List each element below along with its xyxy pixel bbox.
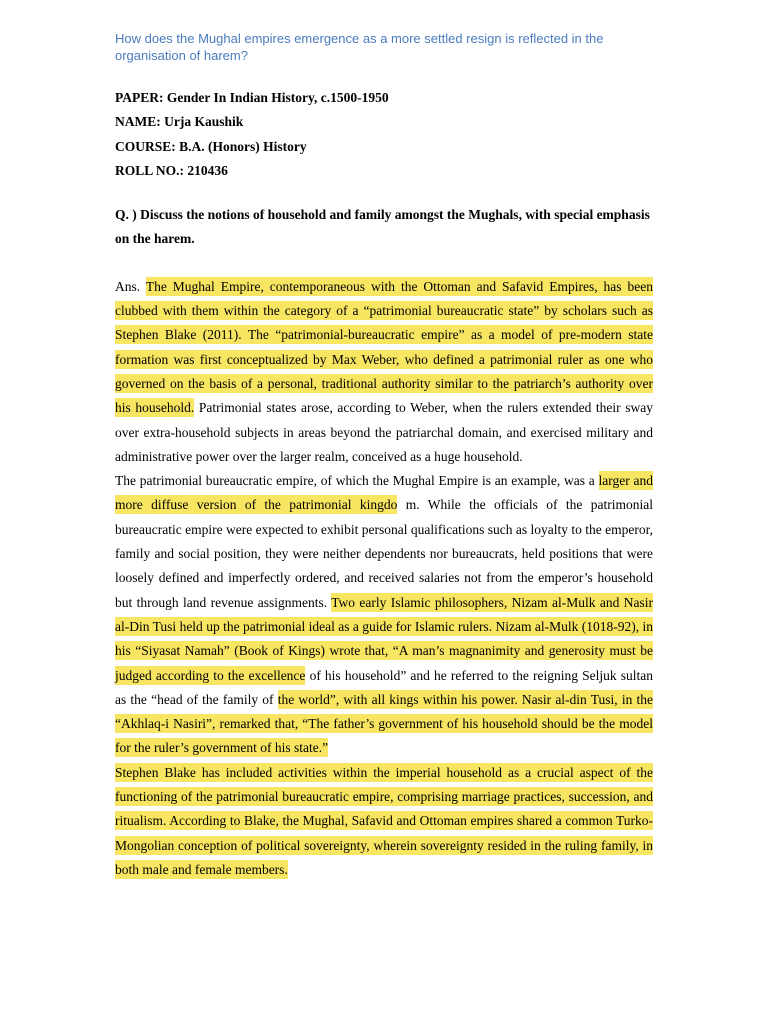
body-text: Ans.	[115, 278, 146, 294]
body-text: The patrimonial bureaucratic empire, of which the Mughal Empire is an example, was a	[115, 473, 599, 489]
highlighted-text: the world”, with all kings within his power. Nasir al-din Tusi, in the “Akhlaq-i Nasiri”, remarked that, “The father’s government of his household should be the model for the ruler’s government of his state.”	[115, 691, 653, 756]
header-block	[115, 86, 653, 183]
header-line-roll: ROLL NO.: 210436	[115, 162, 228, 178]
highlighted-text: The Mughal Empire, contemporaneous with the Ottoman and Safavid Empires, has been clubbed with them within the category of a “patrimonial bureaucratic state” by scholars such as Stephen Blake (2011). The “patrimonial-bureaucratic empire” as a model of pre-modern state formation was first conceptualized by Max Weber, who defined a patrimonial ruler as one who governed on the basis of a personal, traditional authority similar to the patriarch’s authority over his household.	[115, 278, 653, 416]
header-line-name: NAME: Urja Kaushik	[115, 114, 244, 130]
body-paragraph	[115, 761, 653, 882]
header-line-course: COURSE: B.A. (Honors) History	[115, 138, 307, 154]
question-title: How does the Mughal empires emergence as a more settled resign is reflected in the organisation of harem?	[115, 31, 604, 63]
question-text: Q. ) Discuss the notions of household and family amongst the Mughals, with special emphasis on the harem.	[115, 207, 650, 247]
header-line-paper: PAPER: Gender In Indian History, c.1500-1950	[115, 90, 389, 105]
highlighted-text: Stephen Blake has included activities within the imperial household as a crucial aspect of the functioning of the patrimonial bureaucratic empire, comprising marriage practices, succession, and ritualism. According to Blake, the Mughal, Safavid and Ottoman empires shared a common Turko-Mongolian conception of political sovereignty, wherein sovereignty resided in the ruling family, in both male and female members.	[115, 764, 653, 877]
highlighted-text: larger and more diffuse version of the patrimonial kingdo	[115, 473, 654, 513]
body-text: Patrimonial states arose, according to Weber, when the rulers extended their sway over extra-household subjects in areas beyond the patriarchal domain, and exercised military and administrative power over the larger realm, conceived as a huge household.	[115, 400, 653, 464]
body-text-block	[115, 275, 653, 882]
body-paragraph	[115, 275, 653, 469]
highlighted-text: Two early Islamic philosophers, Nizam al-Mulk and Nasir al-Din Tusi held up the patrimonial ideal as a guide for Islamic rulers. Nizam al-Mulk (1018-92), in his “Siyasat Namah” (Book of Kings) wrote that, “A man’s magnanimity and generosity must be judged according to the excellence	[115, 594, 653, 683]
body-paragraph	[115, 469, 653, 761]
body-text: of his household” and he referred to the reigning Seljuk sultan as the “head of the family of	[115, 667, 653, 707]
body-text: m. While the officials of the patrimonial bureaucratic empire were expected to exhibit personal qualifications such as loyalty to the emperor, family and social position, they were neither dependents nor bureaucrats, held positions that were loosely defined and imperfectly ordered, and received salaries not from the emperor’s household but through land revenue assignments.	[115, 497, 653, 610]
